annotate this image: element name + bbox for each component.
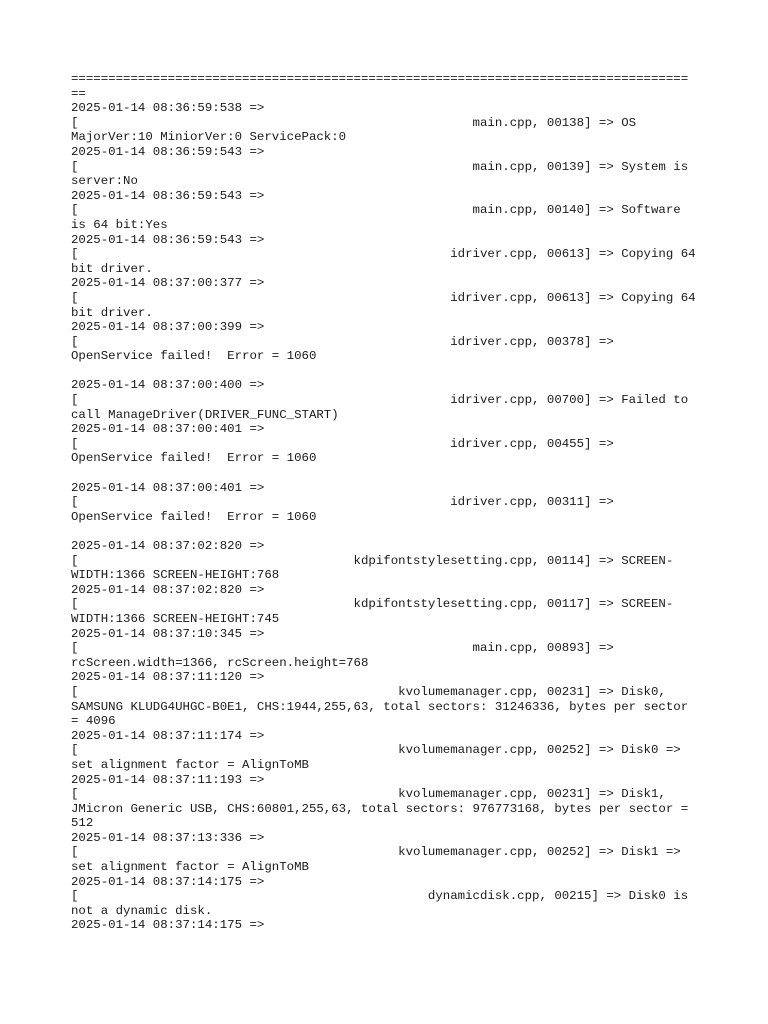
- log-line: is 64 bit:Yes: [71, 217, 168, 232]
- log-line: SAMSUNG KLUDG4UHGC-B0E1, CHS:1944,255,63, total sectors: 31246336, bytes per sector: [71, 699, 689, 714]
- log-line: WIDTH:1366 SCREEN-HEIGHT:745: [71, 611, 280, 626]
- log-line: 2025-01-14 08:36:59:543 =>: [71, 232, 265, 247]
- log-line: [ idriver.cpp, 00455] =>: [71, 436, 614, 451]
- log-line: [ kvolumemanager.cpp, 00231] => Disk1,: [71, 787, 666, 802]
- blank-line: [71, 466, 699, 481]
- log-line: JMicron Generic USB, CHS:60801,255,63, total sectors: 976773168, bytes per sector =: [71, 801, 689, 816]
- log-line: 2025-01-14 08:37:00:401 =>: [71, 422, 265, 437]
- blank-line: [71, 364, 699, 379]
- log-line: [ kdpifontstylesetting.cpp, 00117] => SCREEN-: [71, 597, 674, 612]
- log-line: 2025-01-14 08:37:00:399 =>: [71, 320, 265, 335]
- log-line: ===================================================================================: [71, 72, 689, 86]
- log-line: rcScreen.width=1366, rcScreen.height=768: [71, 655, 369, 670]
- log-line: 2025-01-14 08:37:02:820 =>: [71, 539, 265, 553]
- log-line: 2025-01-14 08:37:11:120 =>: [71, 670, 265, 685]
- log-line: 2025-01-14 08:37:11:174 =>: [71, 728, 265, 743]
- log-line: 512: [71, 816, 94, 831]
- log-line: [ main.cpp, 00139] => System is: [71, 159, 689, 174]
- log-line: 2025-01-14 08:37:11:193 =>: [71, 772, 265, 787]
- log-line: 2025-01-14 08:37:00:401 =>: [71, 480, 265, 495]
- log-line: bit driver.: [71, 305, 153, 320]
- log-line: WIDTH:1366 SCREEN-HEIGHT:768: [71, 568, 280, 583]
- log-line: MajorVer:10 MiniorVer:0 ServicePack:0: [71, 130, 347, 145]
- log-line: 2025-01-14 08:37:00:400 =>: [71, 378, 265, 393]
- log-line: not a dynamic disk.: [71, 903, 213, 918]
- log-line: 2025-01-14 08:37:14:175 =>: [71, 874, 265, 889]
- log-line: call ManageDriver(DRIVER_FUNC_START): [71, 407, 339, 422]
- log-line: [ idriver.cpp, 00613] => Copying 64: [71, 290, 696, 305]
- log-line: [ kvolumemanager.cpp, 00252] => Disk1 =>: [71, 845, 681, 860]
- log-line: set alignment factor = AlignToMB: [71, 860, 309, 875]
- log-line: [ idriver.cpp, 00378] =>: [71, 334, 614, 349]
- log-line: 2025-01-14 08:36:59:543 =>: [71, 144, 265, 159]
- log-line: [ main.cpp, 00140] => Software: [71, 203, 681, 218]
- log-line: [ kvolumemanager.cpp, 00231] => Disk0,: [71, 684, 666, 699]
- log-line: OpenService failed! Error = 1060: [71, 451, 317, 466]
- log-line: 2025-01-14 08:36:59:543 =>: [71, 188, 265, 203]
- log-line: bit driver.: [71, 261, 153, 276]
- blank-line: [71, 524, 699, 539]
- log-body: [71, 72, 699, 933]
- log-line: [ kvolumemanager.cpp, 00252] => Disk0 =>: [71, 743, 681, 758]
- log-line: OpenService failed! Error = 1060: [71, 509, 317, 524]
- log-line: [ main.cpp, 00138] => OS: [71, 115, 637, 130]
- log-line: OpenService failed! Error = 1060: [71, 349, 317, 364]
- log-line: 2025-01-14 08:37:02:820 =>: [71, 582, 265, 597]
- log-line: [ idriver.cpp, 00311] =>: [71, 495, 614, 510]
- log-line: 2025-01-14 08:37:13:336 =>: [71, 830, 265, 845]
- log-document: [71, 72, 699, 933]
- log-line: 2025-01-14 08:37:14:175 =>: [71, 918, 265, 933]
- log-line: = 4096: [71, 714, 116, 729]
- log-line: [ main.cpp, 00893] =>: [71, 641, 614, 656]
- log-line: [ kdpifontstylesetting.cpp, 00114] => SCREEN-: [71, 553, 674, 568]
- log-line: 2025-01-14 08:36:59:538 =>: [71, 101, 265, 116]
- log-line: [ idriver.cpp, 00700] => Failed to: [71, 393, 689, 408]
- log-line: [ dynamicdisk.cpp, 00215] => Disk0 is: [71, 889, 689, 904]
- log-line: ==: [71, 86, 86, 101]
- log-line: set alignment factor = AlignToMB: [71, 757, 309, 772]
- log-line: 2025-01-14 08:37:10:345 =>: [71, 626, 265, 641]
- log-line: [ idriver.cpp, 00613] => Copying 64: [71, 247, 696, 262]
- log-line: server:No: [71, 174, 138, 189]
- log-line: 2025-01-14 08:37:00:377 =>: [71, 276, 265, 291]
